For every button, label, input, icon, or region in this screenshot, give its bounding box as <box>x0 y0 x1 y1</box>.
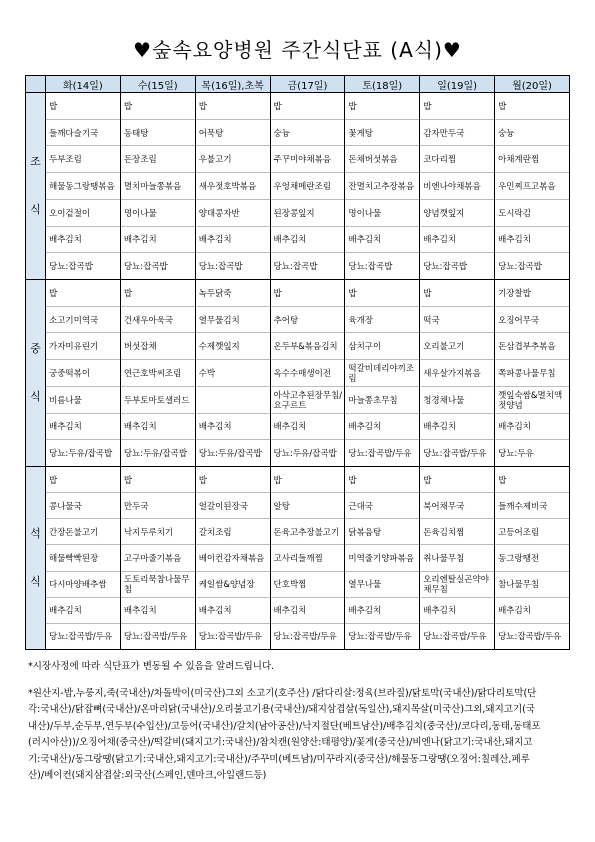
menu-item: 당뇨:잡곡밥/두유 <box>348 449 412 460</box>
menu-item: 밥 <box>121 280 195 307</box>
menu-item: 우민찌프고볶음 <box>495 173 569 200</box>
menu-item: 소고기미역국 <box>46 307 120 334</box>
menu-item: 단호박찜 <box>271 572 345 598</box>
menu-item: 두부조림 <box>46 146 120 173</box>
menu-item: 아삭고추된장무침/요구르트 <box>271 387 345 414</box>
menu-item: 오이겉절이 <box>46 200 120 227</box>
menu-item: 케일쌈&양념장 <box>196 572 270 598</box>
menu-item: 배추김치 <box>420 414 494 441</box>
menu-item: 양념깻잎지 <box>420 200 494 227</box>
notice-text: *시장사정에 따라 식단표가 변동될 수 있음을 알려드립니다. <box>28 661 275 672</box>
menu-cell <box>195 467 270 650</box>
notes <box>28 659 543 785</box>
menu-item: 콩나물국 <box>46 493 120 519</box>
menu-item: 명이나물 <box>345 200 419 227</box>
menu-item: 밥 <box>196 93 270 120</box>
header-corner <box>26 76 46 93</box>
menu-item: 해물동그랑땡볶음 <box>46 173 120 200</box>
menu-item: 당뇨:잡곡밥/두유 <box>423 449 487 460</box>
menu-item: 배추김치 <box>420 227 494 254</box>
menu-cell <box>495 280 570 467</box>
menu-item: 오징어무국 <box>495 307 569 334</box>
menu-item: 배추김치 <box>121 598 195 624</box>
menu-item: 건새우아욱국 <box>121 307 195 334</box>
meal-label: 중 식 <box>26 280 46 467</box>
menu-item: 녹두닭죽 <box>196 280 270 307</box>
menu-item: 밥 <box>345 280 419 307</box>
menu-item: 깻잎숙쌈&멸치액젓양념 <box>495 387 569 414</box>
menu-item: 밥 <box>271 467 345 493</box>
menu-item: 밥 <box>46 93 120 120</box>
menu-item: 들깨수제비국 <box>495 493 569 519</box>
menu-item: 당뇨:잡곡밥 <box>123 262 168 273</box>
menu-item: 당뇨:잡곡밥 <box>49 262 93 273</box>
menu-item: 밥 <box>271 93 345 120</box>
menu-item <box>196 387 270 414</box>
menu-cell <box>270 467 345 650</box>
menu-cell <box>495 93 570 280</box>
menu-item: 취나물무침 <box>420 545 494 571</box>
menu-item: 동태탕 <box>121 120 195 147</box>
menu-item: 근대국 <box>345 493 419 519</box>
menu-item: 당뇨:잡곡밥/두유 <box>49 632 113 643</box>
menu-item: 미역줄기양파볶음 <box>345 545 419 571</box>
menu-cell <box>195 93 270 280</box>
menu-item: 배추김치 <box>345 414 419 441</box>
menu-item: 돈채버섯볶음 <box>345 146 419 173</box>
menu-item: 마늘쫑초무침 <box>345 387 419 414</box>
menu-item: 배추김치 <box>196 414 270 441</box>
menu-item: 쪽파콩나물무침 <box>495 360 569 387</box>
menu-cell <box>46 467 121 650</box>
menu-item: 닭볶음탕 <box>345 519 419 545</box>
menu-item: 우불고기 <box>196 146 270 173</box>
menu-item: 숭늉 <box>495 120 569 147</box>
menu-item: 배추김치 <box>345 598 419 624</box>
menu-item: 꽃게탕 <box>345 120 419 147</box>
menu-item: 오리불고기 <box>420 333 494 360</box>
menu-item: 비엔나야채볶음 <box>420 173 494 200</box>
menu-item: 밥 <box>420 467 494 493</box>
menu-item: 알탕 <box>271 493 345 519</box>
menu-cell <box>345 280 420 467</box>
day-header: 금(17일) <box>270 76 345 93</box>
menu-item: 당뇨:두유/잡곡밥 <box>198 449 262 460</box>
menu-item: 당뇨:잡곡밥 <box>198 262 243 273</box>
menu-item: 만두국 <box>121 493 195 519</box>
menu-item: 배추김치 <box>271 598 345 624</box>
menu-cell <box>46 93 121 280</box>
menu-cell <box>270 93 345 280</box>
menu-item: 추어탕 <box>271 307 345 334</box>
menu-item: 궁중떡볶이 <box>46 360 120 387</box>
menu-item: 배추김치 <box>495 227 569 254</box>
menu-item: 돈육고추장불고기 <box>271 519 345 545</box>
menu-cell <box>420 280 495 467</box>
menu-item: 도시락김 <box>495 200 569 227</box>
menu-item: 육개장 <box>345 307 419 334</box>
origin-info-text: *원산지-밥,누룽지,죽(국내산)/차돌박이(미국산)그외 소고기(호주산) /닭다리살:정육(브라질)/닭토막(국내산)/닭다리토막(단각:국내산)/닭잡뼈(국내산)/온마리닭(국내산)/오리불고기용(국내산)/돼지삼겹살(독일산),돼지목살(미국산)그외,돼지고기(국내산)/두부,순두부,연두부(수입산)/고등어(국내산)/갈치(남아공산)/낙지절단(베트남산)/배추김치(중국산)/코다리,동태,동태포(러시아산))/오징어채(중국산)/떡갈비(돼지고기:국내산)/참치캔(원양산:태평양)/꽃게(중국산)/비엔나(닭고기:국내산,돼지고기:국내산)/동그랑땡(닭고기:국내산,돼지고기:국내산)/주꾸미(베트남)/미꾸라지(중국산)/해물동그랑땡(오징어:칠레산,페루산)/베이컨(돼지삼겹살:외국산(스페인,덴마크,아일랜드등) <box>28 687 541 781</box>
menu-item: 밥 <box>121 467 195 493</box>
menu-item: 밥 <box>46 467 120 493</box>
menu-cell <box>345 467 420 650</box>
menu-item: 떡국 <box>420 307 494 334</box>
menu-item: 낙지두루치기 <box>121 519 195 545</box>
menu-cell <box>46 280 121 467</box>
menu-item: 연근호박씨조림 <box>121 360 195 387</box>
meal-label: 조 식 <box>26 93 46 280</box>
meal-label: 석 식 <box>26 467 46 650</box>
menu-item: 오리엔탈실곤약야채무침 <box>420 572 494 598</box>
menu-item: 배추김치 <box>271 414 345 441</box>
menu-item: 밥 <box>271 280 345 307</box>
menu-cell <box>120 467 195 650</box>
menu-item: 배추김치 <box>495 598 569 624</box>
menu-item: 밥 <box>495 93 569 120</box>
menu-item: 배추김치 <box>420 598 494 624</box>
menu-item: 온두부&볶음김치 <box>271 333 345 360</box>
menu-item: 수박 <box>196 360 270 387</box>
menu-item: 양대콩자반 <box>196 200 270 227</box>
menu-item: 당뇨:잡곡밥/두유 <box>123 632 188 643</box>
menu-cell <box>420 467 495 650</box>
menu-item: 아채계란찜 <box>495 146 569 173</box>
menu-item: 기장찰밥 <box>495 280 569 307</box>
menu-item: 동그랑땡전 <box>495 545 569 571</box>
menu-cell <box>120 93 195 280</box>
menu-item: 가자미유린기 <box>46 333 120 360</box>
menu-item: 돈삼겹부추볶음 <box>495 333 569 360</box>
menu-item: 돈장조림 <box>121 146 195 173</box>
menu-cell <box>495 467 570 650</box>
menu-item: 잔멸치고추장볶음 <box>345 173 419 200</box>
menu-item: 두부토마토샐러드 <box>121 387 195 414</box>
menu-item: 밥 <box>46 280 120 307</box>
menu-cell <box>120 280 195 467</box>
menu-item: 밥 <box>196 467 270 493</box>
menu-item: 당뇨:잡곡밥 <box>348 262 393 273</box>
menu-item: 우엉채메란조림 <box>271 173 345 200</box>
menu-item: 다시마양배추쌈 <box>46 572 120 598</box>
menu-item: 배추김치 <box>46 414 120 441</box>
day-header: 목(16일),초복 <box>195 76 270 93</box>
menu-item: 배추김치 <box>495 414 569 441</box>
menu-item: 밥 <box>495 467 569 493</box>
menu-item: 배추김치 <box>345 227 419 254</box>
menu-item: 비름나물 <box>46 387 120 414</box>
menu-item: 배추김치 <box>121 414 195 441</box>
menu-item: 당뇨:두유/잡곡밥 <box>273 449 337 460</box>
menu-item: 당뇨:잡곡밥 <box>423 262 468 273</box>
menu-item: 된장콩잎지 <box>271 200 345 227</box>
menu-item: 멸치마늘쫑볶음 <box>121 173 195 200</box>
menu-item: 당뇨:두유/잡곡밥 <box>49 449 113 460</box>
menu-item: 청경채나물 <box>420 387 494 414</box>
menu-item: 들깨다슬기국 <box>46 120 120 147</box>
menu-item: 배추김치 <box>271 227 345 254</box>
day-header: 월(20일) <box>495 76 570 93</box>
meal-row <box>26 93 570 280</box>
menu-cell <box>270 280 345 467</box>
menu-item: 배추김치 <box>196 598 270 624</box>
day-header: 화(14일) <box>46 76 121 93</box>
menu-cell <box>195 280 270 467</box>
menu-cell <box>345 93 420 280</box>
menu-item: 고사리들깨찜 <box>271 545 345 571</box>
menu-item: 당뇨:잡곡밥 <box>273 262 318 273</box>
menu-item: 해물빡빡된장 <box>46 545 120 571</box>
menu-item: 배추김치 <box>46 598 120 624</box>
meal-row <box>26 467 570 650</box>
menu-item: 옥수수매생이전 <box>271 360 345 387</box>
menu-item: 삼치구이 <box>345 333 419 360</box>
menu-item: 당뇨:잡곡밥 <box>498 262 542 273</box>
menu-item: 당뇨:잡곡밥/두유 <box>348 632 412 643</box>
menu-item: 갈치조림 <box>196 519 270 545</box>
menu-item: 배추김치 <box>121 227 195 254</box>
menu-cell <box>420 93 495 280</box>
menu-item: 배추김치 <box>196 227 270 254</box>
menu-item: 당뇨:잡곡밥/두유 <box>198 632 262 643</box>
menu-item: 새우살가지볶음 <box>420 360 494 387</box>
menu-item: 밥 <box>345 93 419 120</box>
day-header: 수(15일) <box>120 76 195 93</box>
menu-item: 떡갈비데리야끼조림 <box>345 360 419 387</box>
menu-item: 배추김치 <box>46 227 120 254</box>
page-title: ♥숲속요양병원 주간식단표 (A식)♥ <box>133 38 462 62</box>
menu-item: 고등어조림 <box>495 519 569 545</box>
menu-item: 버섯잡채 <box>121 333 195 360</box>
menu-item: 밥 <box>121 93 195 120</box>
menu-item: 돈육김치찜 <box>420 519 494 545</box>
menu-item: 새우젓호박볶음 <box>196 173 270 200</box>
menu-item: 당뇨:두유/잡곡밥 <box>123 449 188 460</box>
menu-item: 참나물무침 <box>495 572 569 598</box>
menu-item: 간장돈불고기 <box>46 519 120 545</box>
menu-item: 수제깻잎지 <box>196 333 270 360</box>
menu-item: 밥 <box>345 467 419 493</box>
menu-item: 베이컨감자채볶음 <box>196 545 270 571</box>
menu-item: 당뇨:잡곡밥/두유 <box>273 632 337 643</box>
menu-item: 열무나물 <box>345 572 419 598</box>
day-header-row <box>26 76 570 93</box>
menu-item: 도토리묵참나물무침 <box>121 572 195 598</box>
menu-item: 당뇨:잡곡밥/두유 <box>498 632 562 643</box>
menu-item: 당뇨:두유 <box>498 449 534 460</box>
menu-item: 코다리찜 <box>420 146 494 173</box>
menu-item: 고구마줄기볶음 <box>121 545 195 571</box>
meal-row <box>26 280 570 467</box>
menu-item: 열무물김치 <box>196 307 270 334</box>
menu-item: 주꾸미야채볶음 <box>271 146 345 173</box>
weekly-menu-table <box>25 75 570 650</box>
menu-item: 숭늉 <box>271 120 345 147</box>
menu-item: 북어채무국 <box>420 493 494 519</box>
menu-item: 당뇨:잡곡밥/두유 <box>423 632 487 643</box>
day-header: 토(18일) <box>345 76 420 93</box>
day-header: 일(19일) <box>420 76 495 93</box>
menu-item: 어묵탕 <box>196 120 270 147</box>
menu-item: 얼갈이된장국 <box>196 493 270 519</box>
menu-item: 밥 <box>420 280 494 307</box>
menu-item: 명이나물 <box>121 200 195 227</box>
menu-item: 밥 <box>420 93 494 120</box>
menu-item: 감자만두국 <box>420 120 494 147</box>
